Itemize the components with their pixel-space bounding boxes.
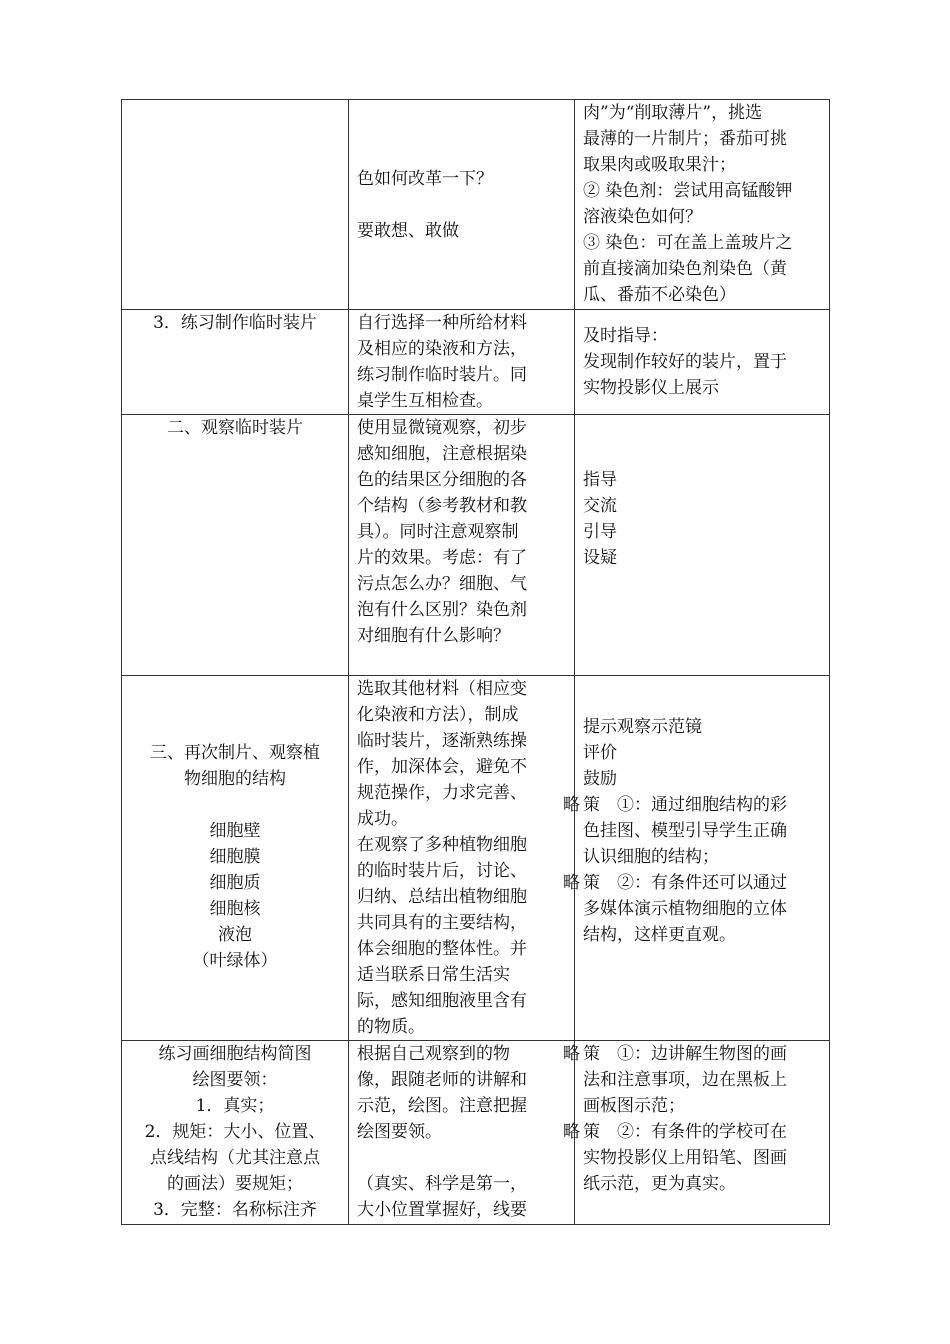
text-line: 的画法）要规矩； [167,1174,303,1194]
student-cell [349,415,575,676]
text-line: 对细胞有什么影响？ [357,626,510,646]
text-line: 评价 [583,743,617,763]
activity-title: 3．练习制作临时装片 [153,313,317,333]
text-line: 前直接滴加染色剂染色（黄 [583,259,787,279]
text-line: 要敢想、敢做 [357,220,459,241]
text-line: 桌学生互相检查。 [357,391,493,411]
text-line: 多媒体演示植物细胞的立体 [583,899,787,919]
student-cell [349,310,575,415]
text-line: 污点怎么办？细胞、气 [357,574,527,594]
text-line: ③ 染色：可在盖上盖玻片之 [583,233,793,253]
text-line: 鼓励 [583,769,617,789]
text-line: 2．规矩：大小、位置、 [144,1122,326,1142]
text-line: 归纳、总结出植物细胞 [357,887,527,907]
text-line: 绘图要领： [192,1070,278,1090]
text-line: 化染液和方法），制成 [357,705,519,725]
text-line: 设疑 [583,548,617,568]
text-line: 大小位置掌握好，线要 [357,1200,527,1220]
text-line: 示范，绘图。注意把握 [357,1096,527,1116]
text-line: 自行选择一种所给材料 [357,313,527,333]
text-line: 液泡 [218,925,252,945]
text-line: 点线结构（尤其注意点 [150,1148,320,1168]
strategy-tag: 略 [563,795,580,815]
text-line: 感知细胞，注意根据染 [357,444,527,464]
text-line: 认识细胞的结构； [583,847,719,867]
text-line: 临时装片，逐渐熟练操 [357,731,527,751]
text-line: 共同具有的主要结构， [357,913,527,933]
text-line: 根据自己观察到的物 [357,1044,510,1064]
text-line: 取果肉或吸取果汁； [583,155,736,175]
teacher-cell [575,310,830,415]
text-line: 实物投影仪上用铅笔、图画 [583,1148,787,1168]
text-line: 在观察了多种植物细胞 [357,835,527,855]
text-line: 溶液染色如何？ [583,207,702,227]
text-line: 色的结果区分细胞的各 [357,470,527,490]
text-line: 交流 [583,496,617,516]
text-line: 三、再次制片、观察植 [150,743,320,763]
text-line: 策 ②：有条件的学校可在 [583,1122,787,1142]
teacher-cell [563,1041,830,1225]
text-line: 规范操作，力求完善、 [357,783,527,803]
teacher-cell [575,100,830,310]
text-line: 细胞膜 [209,847,261,867]
text-line: 练习画细胞结构简图 [158,1044,312,1064]
teacher-cell [575,415,830,676]
student-cell [349,100,575,310]
table-row [122,310,830,415]
table-row [122,676,830,1041]
text-line: 实物投影仪上展示 [583,378,719,398]
text-line: 及相应的染液和方法， [357,339,527,359]
text-line: 引导 [583,522,617,542]
text-line: 选取其他材料（相应变 [357,679,527,699]
text-line: 色如何改革一下？ [357,168,493,189]
activity-cell [122,100,349,310]
strategy-block [563,1041,821,1119]
text-line: 适当联系日常生活实 [357,965,510,985]
text-line: 成功。 [357,809,408,829]
strategy-block [563,870,821,948]
text-line: 法和注意事项，边在黑板上 [583,1070,787,1090]
activity-cell [122,676,349,1041]
strategy-tag: 略 [563,1122,580,1142]
student-cell [349,1041,575,1225]
text-line: 的临时装片后，讨论、 [357,861,527,881]
text-line: 作，加深体会，避免不 [357,757,527,777]
activity-title: 二、观察临时装片 [167,418,303,438]
text-line: （叶绿体） [192,951,278,971]
text-line: 纸示范，更为真实。 [583,1174,736,1194]
text-line: 瓜、番茄不必染色） [583,285,736,305]
text-line: 策 ②：有条件还可以通过 [583,873,787,893]
text-line: 色挂图、模型引导学生正确 [583,821,787,841]
table-row [122,1041,830,1225]
text-line: 结构，这样更直观。 [583,925,736,945]
strategy-tag: 略 [563,1044,580,1064]
text-line: 提示观察示范镜 [583,717,702,737]
text-line: 策 ①：通过细胞结构的彩 [583,795,787,815]
text-line: 际，感知细胞液里含有 [357,991,527,1011]
text-line: 发现制作较好的装片，置于 [583,352,787,372]
lesson-table [121,99,830,1225]
text-line: 练习制作临时装片。同 [357,365,527,385]
text-line: 体会细胞的整体性。并 [357,939,527,959]
text-line: 指导 [583,470,617,490]
text-line: ② 染色剂：尝试用高锰酸钾 [583,181,793,201]
table-row [122,100,830,310]
activity-cell [122,1041,349,1225]
text-line: （真实、科学是第一， [357,1174,527,1194]
text-line: 使用显微镜观察，初步 [357,418,527,438]
activity-cell [122,415,349,676]
text-line: 细胞核 [209,899,261,919]
text-line: 细胞壁 [209,821,261,841]
student-cell [349,676,575,1041]
text-line: 的物质。 [357,1017,425,1037]
text-line: 画板图示范； [583,1096,685,1116]
text-line: 细胞质 [209,873,261,893]
text-line: 具）。同时注意观察制 [357,522,519,542]
text-line: 片的效果。考虑：有了 [357,548,527,568]
text-line: 及时指导： [583,326,668,346]
text-line: 个结构（参考教材和教 [357,496,527,516]
teacher-cell [563,676,830,1041]
strategy-block [563,792,821,870]
text-line: 肉”为“削取薄片”，挑选 [583,103,763,123]
strategy-tag: 略 [563,873,580,893]
text-line: 像，跟随老师的讲解和 [357,1070,527,1090]
table-row [122,415,830,676]
text-line: 物细胞的结构 [184,769,286,789]
text-line: 最薄的一片制片；番茄可挑 [583,129,787,149]
text-line: 泡有什么区别？染色剂 [357,600,527,620]
strategy-block [563,1119,821,1197]
text-line: 策 ①：边讲解生物图的画 [583,1044,787,1064]
text-line: 3．完整：名称标注齐 [153,1200,317,1220]
activity-cell [122,310,349,415]
text-line: 1．真实； [195,1096,275,1116]
text-line: 绘图要领。 [357,1122,442,1142]
